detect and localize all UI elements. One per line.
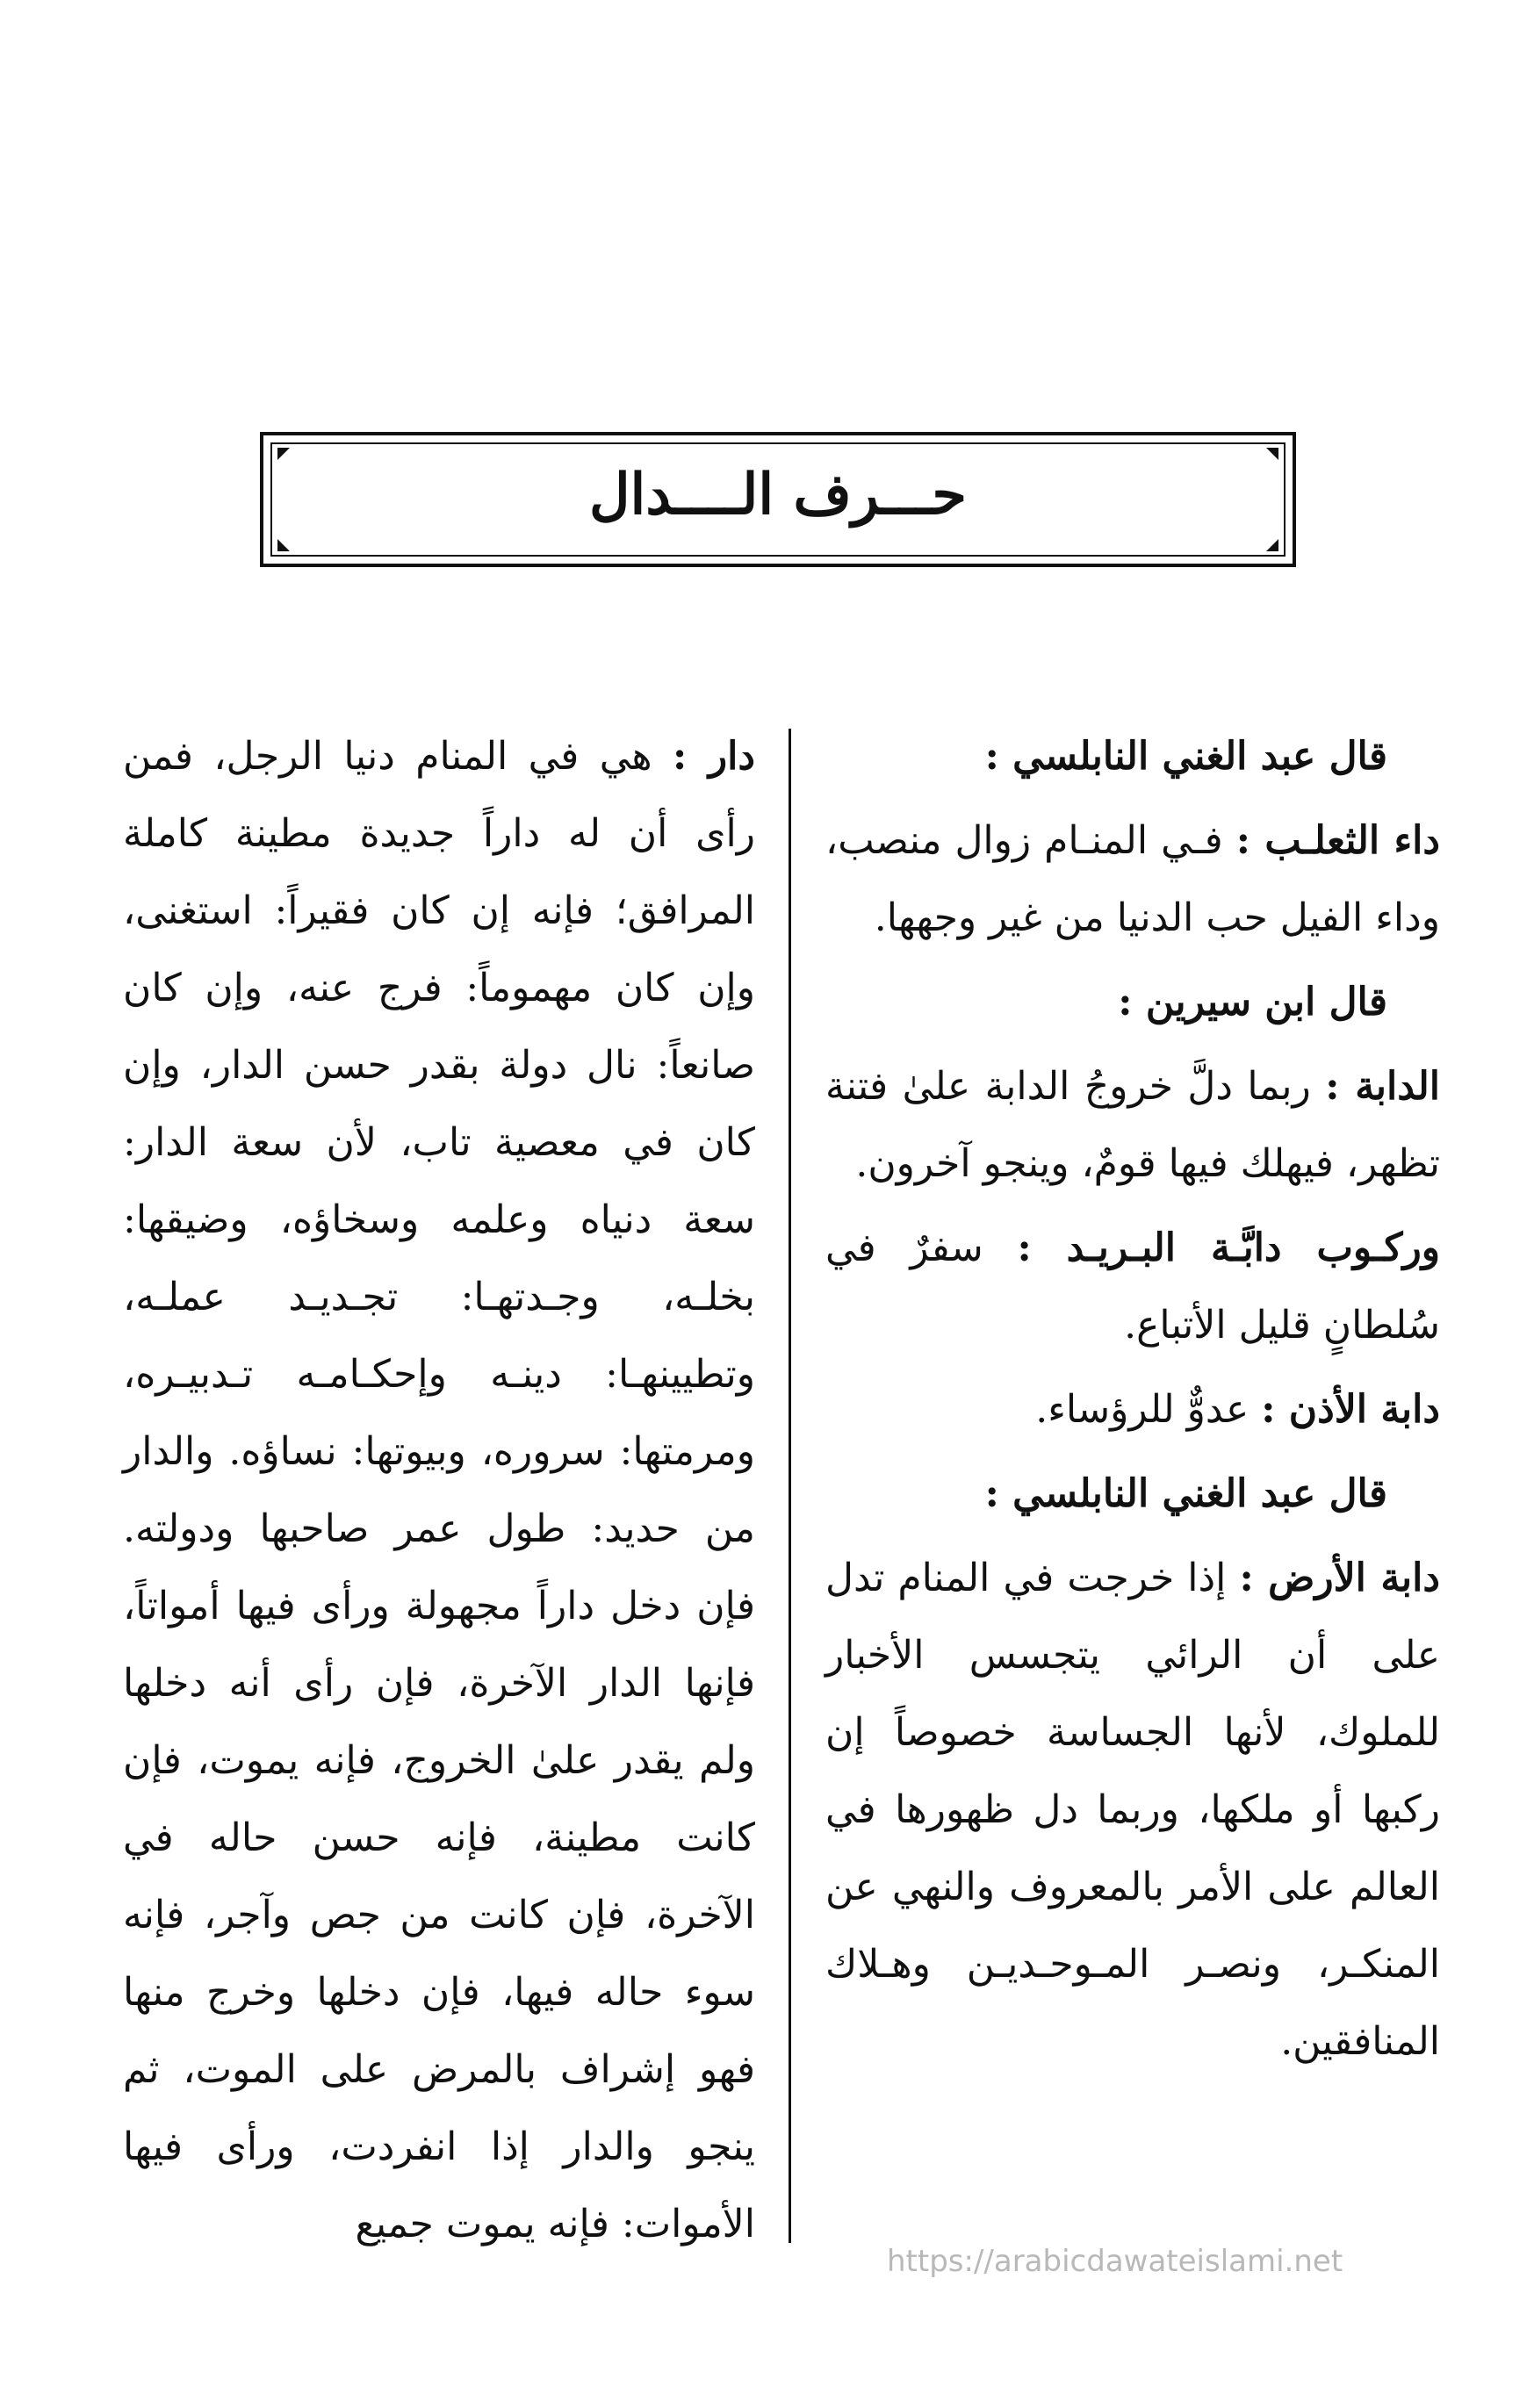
watermark-url: https://arabicdawateislami.net [887,2244,1343,2279]
entry-term: دابة الأرض : [1239,1556,1441,1600]
right-column [825,718,1440,2088]
entry-text: فـي المنـام زوال منصب، وداء الفيل حب الدنيا من غير وجهها. [825,818,1440,940]
entry-term: داء الثعلـب : [1235,818,1440,863]
entry-text: هي في المنام دنيا الرجل، فمن رأى أن له داراً جديدة مطينة كاملة المرافق؛ فإنه إن كان فقيراً: استغنى، وإن كان مهموماً: فرج عنه، وإن كان صانعاً: نال دولة بقدر حسن الدار، وإن كان في معصية تاب، لأن سعة الدار: سعة دنياه وعلمه وسخاؤه، وضيقها: بخلـه، وجـدتهـا: تجـديـد عملـه، وتطيينهـا: دينـه وإحكـامـه تـدبيـره، ومرمتها: سروره، وبيوتها: نساؤه. والدار من حديد: طول عمر صاحبها ودولته. فإن دخل داراً مجهولة ورأى فيها أمواتاً، فإنها الدار الآخرة، فإن رأى أنه دخلها ولم يقدر علىٰ الخروج، فإنه يموت، فإن كانت مطينة، فإنه حسن حاله في الآخرة، فإن كانت من جص وآجر، فإنه سوء حاله فيها، فإن دخلها وخرج منها فهو إشراف بالمرض على الموت، ثم ينجو والدار إذا انفردت، ورأى فيها الأموات: فإنه يموت جميع [123,734,755,2246]
entry-term: دار : [672,734,755,779]
column-divider [789,729,791,2243]
corner-ornament-icon [1266,448,1278,460]
chapter-title: حـــرف الــــدال [589,462,967,528]
corner-ornament-icon [277,448,290,460]
entry-text: ربما دلَّ خروجُ الدابة علىٰ فتنة تظهر، فيهلك فيها قومٌ، وينجو آخرون. [825,1064,1440,1186]
left-column [123,718,755,2270]
entry-text: سفرٌ في سُلطانٍ قليل الأتباع. [825,1226,1440,1348]
section-heading: قال عبد الغني النابلسي : [984,734,1387,779]
entry-text: إذا خرجت في المنام تدل على أن الرائي يتجسس الأخبار للملوك، لأنها الجساسة خصوصاً إن ركبها أو ملكها، وربما دل ظهورها في العالم على الأمر بالمعروف والنهي عن المنكـر، ونصـر المـوحـديـن وهـلاك المنافقين. [825,1556,1440,2064]
dictionary-entry [123,718,755,2263]
dictionary-entry [825,802,1440,957]
entry-text: عدوٌّ للرؤساء. [1035,1387,1262,1432]
entry-term: وركـوب دابَّـة البـريـد : [1017,1226,1440,1270]
chapter-title-box [260,432,1296,567]
dictionary-entry [825,1540,1440,2081]
dictionary-entry [825,1371,1440,1448]
dictionary-entry [825,1048,1440,1203]
entry-term: دابة الأذن : [1261,1387,1440,1432]
corner-ornament-icon [277,539,290,551]
corner-ornament-icon [1266,539,1278,551]
entry-term: الدابة : [1325,1064,1440,1109]
section-heading: قال عبد الغني النابلسي : [984,1471,1387,1516]
dictionary-entry [825,1210,1440,1364]
section-heading: قال ابن سيرين : [1118,980,1387,1024]
